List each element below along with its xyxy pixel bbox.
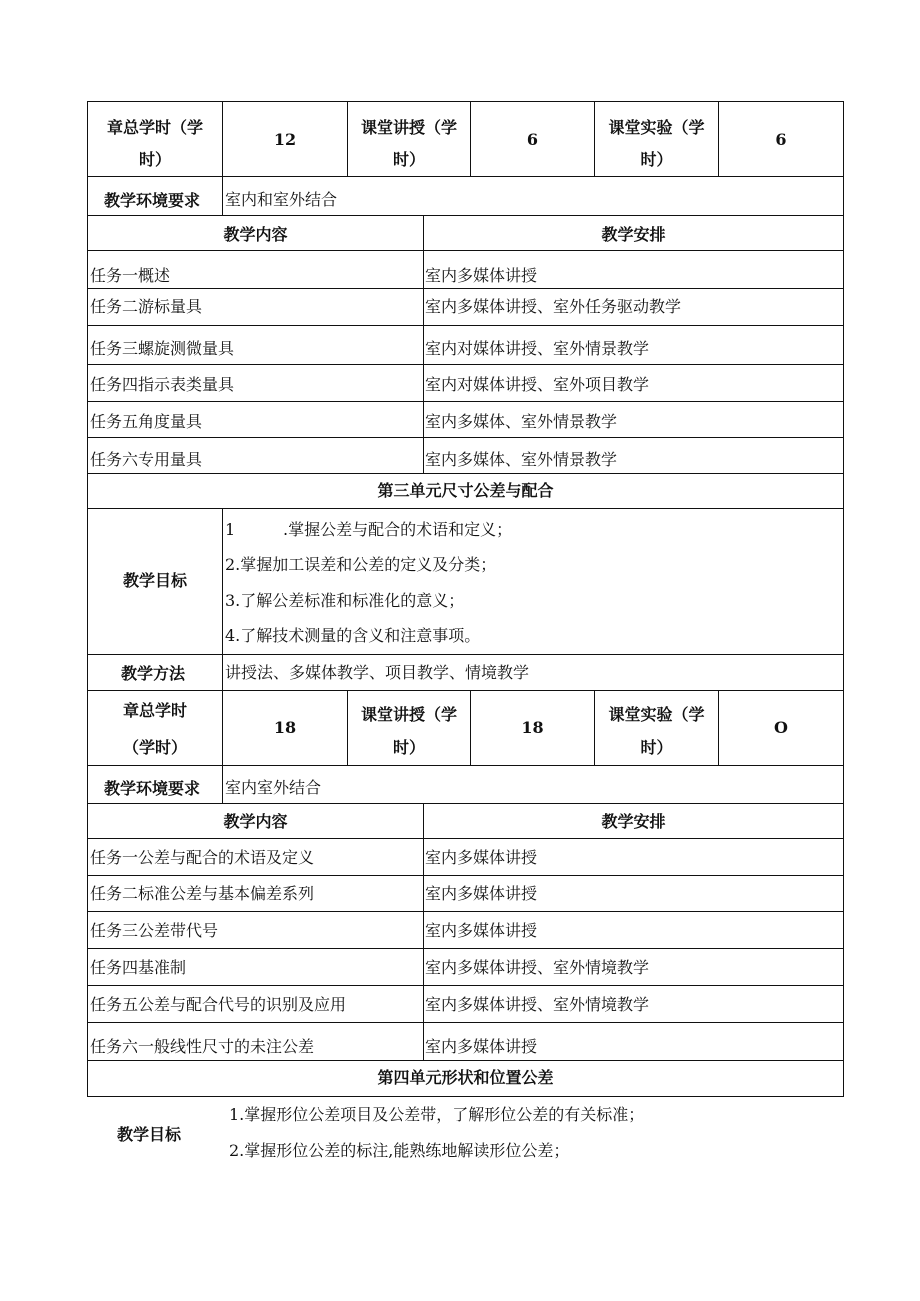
unit4-title: 第四单元形状和位置公差	[377, 1068, 554, 1087]
goals-label: 教学目标	[122, 571, 187, 590]
table-row-arrangement: 室内多媒体讲授、室外任务驱动教学	[425, 297, 682, 316]
goal-item: 2.掌握形位公差的标注,能熟练地解读形位公差；	[229, 1141, 570, 1160]
env-label: 教学环境要求	[104, 779, 201, 798]
total-hours-label-cont: （学时）	[122, 738, 187, 757]
table-row-content: 任务三螺旋测微量具	[90, 339, 235, 358]
table-row-arrangement: 室内多媒体讲授	[425, 848, 538, 867]
table-row-arrangement: 室内多媒体讲授	[425, 266, 538, 285]
lab-hours-label: 课堂实验（学	[608, 705, 705, 724]
content-header: 教学内容	[223, 225, 288, 244]
goal-item: .掌握公差与配合的术语和定义；	[283, 520, 513, 539]
env-value: 室内和室外结合	[225, 190, 338, 209]
lecture-hours-value: 6	[526, 130, 539, 149]
goal-item: 1.掌握形位公差项目及公差带，了解形位公差的有关标准；	[229, 1105, 645, 1124]
lecture-hours-value: 18	[521, 718, 544, 737]
table-row-arrangement: 室内多媒体讲授、室外情境教学	[425, 995, 650, 1014]
lab-hours-value: 6	[775, 130, 787, 149]
lecture-hours-label-cont: 时）	[392, 738, 425, 757]
goal-item: 4.了解技术测量的含义和注意事项。	[225, 626, 481, 645]
lab-hours-label-cont: 时）	[640, 150, 673, 169]
table-row-content: 任务三公差带代号	[90, 921, 219, 940]
env-value: 室内室外结合	[225, 778, 322, 797]
table-row-content: 任务五角度量具	[90, 412, 203, 431]
table-row-content: 任务二标准公差与基本偏差系列	[90, 884, 315, 903]
lecture-hours-label: 课堂讲授（学	[360, 705, 457, 724]
table-row-content: 任务一公差与配合的术语及定义	[90, 848, 315, 867]
total-hours-value: 18	[273, 718, 297, 737]
table-row-content: 任务四基准制	[90, 958, 187, 977]
table-row-arrangement: 室内多媒体讲授	[425, 1037, 538, 1056]
goals-label: 教学目标	[117, 1125, 182, 1144]
table-row-arrangement: 室内对媒体讲授、室外情景教学	[425, 339, 650, 358]
method-value: 讲授法、多媒体教学、项目教学、情境教学	[225, 663, 530, 682]
table-row-content: 任务六专用量具	[90, 450, 203, 469]
table-row-arrangement: 室内多媒体讲授	[425, 921, 538, 940]
total-hours-label: 章总学时	[122, 701, 187, 720]
goal-number: 1	[225, 520, 236, 539]
goal-item: 2.掌握加工误差和公差的定义及分类；	[225, 555, 497, 574]
total-hours-label: 章总学时（学	[106, 118, 203, 137]
table-row-arrangement: 室内多媒体、室外情景教学	[425, 450, 618, 469]
table-row-content: 任务六一般线性尺寸的未注公差	[90, 1037, 315, 1056]
lecture-hours-label-cont: 时）	[392, 150, 425, 169]
table-row-arrangement: 室内多媒体讲授	[425, 884, 538, 903]
table-row-arrangement: 室内对媒体讲授、室外项目教学	[425, 375, 650, 394]
lab-hours-label-cont: 时）	[640, 738, 673, 757]
goal-item: 3.了解公差标准和标准化的意义；	[225, 591, 465, 610]
table-row-content: 任务一概述	[90, 266, 171, 285]
content-header: 教学内容	[223, 812, 288, 831]
lab-hours-value: O	[774, 718, 788, 737]
arrangement-header: 教学安排	[601, 812, 666, 831]
table-row-content: 任务四指示表类量具	[90, 375, 235, 394]
table-row-arrangement: 室内多媒体、室外情景教学	[425, 412, 618, 431]
total-hours-label-cont: 时）	[138, 150, 171, 169]
unit3-title: 第三单元尺寸公差与配合	[377, 481, 554, 500]
total-hours-value: 12	[273, 130, 297, 149]
lab-hours-label: 课堂实验（学	[608, 118, 705, 137]
lecture-hours-label: 课堂讲授（学	[360, 118, 457, 137]
method-label: 教学方法	[121, 664, 186, 683]
table-row-content: 任务二游标量具	[90, 297, 203, 316]
env-label: 教学环境要求	[104, 191, 201, 210]
table-row-content: 任务五公差与配合代号的识别及应用	[90, 995, 347, 1014]
arrangement-header: 教学安排	[601, 225, 666, 244]
table-row-arrangement: 室内多媒体讲授、室外情境教学	[425, 958, 650, 977]
